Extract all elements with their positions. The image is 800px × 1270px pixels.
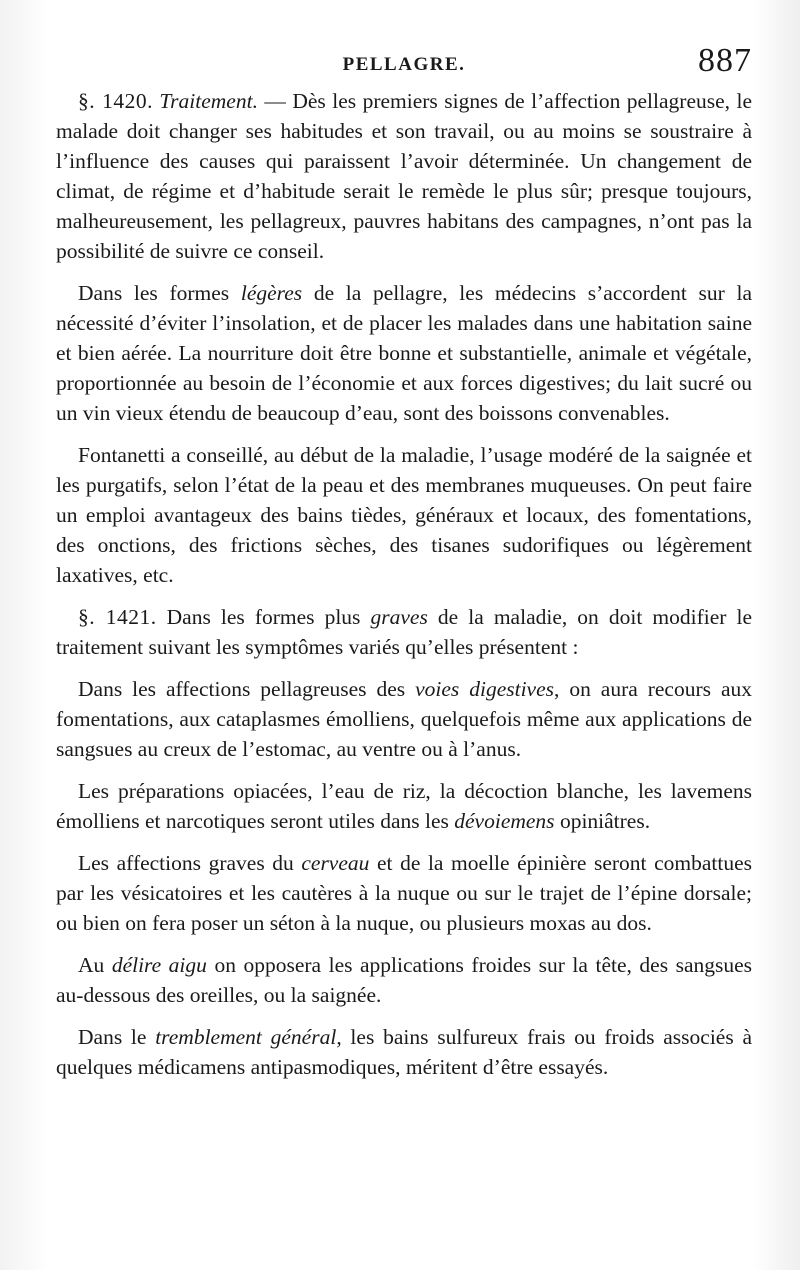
section-number: §. 1421. bbox=[78, 605, 157, 629]
paragraph-text: , les bains sulfureux frais ou froids associés à quelques médicamens antipasmodiques, méritent d’être essayés. bbox=[56, 1025, 753, 1079]
emphasis: tremblement général bbox=[155, 1025, 337, 1049]
paragraph-text: Les affections graves du bbox=[78, 851, 302, 875]
emphasis: cerveau bbox=[301, 851, 370, 875]
paragraph-tremor bbox=[56, 1022, 752, 1082]
paragraph-text: opiniâtres. bbox=[554, 809, 651, 833]
paragraph-text: Dans les affections pellagreuses des bbox=[78, 677, 416, 701]
paragraph-fontanetti bbox=[56, 440, 752, 590]
section-number: §. 1420. bbox=[78, 89, 153, 113]
paragraph-text: Dans les formes plus bbox=[156, 605, 371, 629]
paragraph-text: Dans le bbox=[78, 1025, 156, 1049]
emphasis: graves bbox=[370, 605, 428, 629]
paragraph-1420-treatment bbox=[56, 86, 752, 266]
paragraph-text: , on aura recours aux fomentations, aux cataplasmes émolliens, quelquefois même aux applications de sangsues au creux de l’estomac, au ventre ou à l’anus. bbox=[56, 677, 752, 761]
paragraph-text: Les préparations opiacées, l’eau de riz, la décoction blanche, les lavemens émolliens et narcotiques seront utiles dans les bbox=[56, 779, 752, 833]
section-title: Traitement. bbox=[159, 89, 258, 113]
running-head bbox=[56, 42, 752, 86]
body-text bbox=[56, 86, 752, 1082]
paragraph-text: — Dès les premiers signes de l’affection pellagreuse, le malade doit changer ses habitudes et son travail, ou au moins se soustraire à l’influence des causes qui paraissent l’avoir déterminée. Un changement de climat, de régime et d’habitude serait le remède le plus sûr; presque toujours, malheureusement, les pellagreux, pauvres habitans des campagnes, n’ont pas la possibilité de suivre ce conseil. bbox=[56, 89, 752, 263]
paragraph-light-forms bbox=[56, 278, 752, 428]
paragraph-opiates bbox=[56, 776, 752, 836]
emphasis: dévoiemens bbox=[454, 809, 555, 833]
paragraph-text: et de la moelle épinière seront combattues par les vésicatoires et les cautères à la nuque ou sur le trajet de l’épine dorsale; ou bien on fera poser un séton à la nuque, ou plusieurs moxas au dos. bbox=[56, 851, 752, 935]
paragraph-text: Dans les formes bbox=[78, 281, 241, 305]
emphasis: délire aigu bbox=[111, 953, 207, 977]
paragraph-delirium bbox=[56, 950, 752, 1010]
emphasis: voies digestives bbox=[415, 677, 555, 701]
paragraph-digestive bbox=[56, 674, 752, 764]
paragraph-text: on opposera les applications froides sur la tête, des sangsues au-dessous des oreilles, ou la saignée. bbox=[56, 953, 753, 1007]
paragraph-text: de la pellagre, les médecins s’accordent sur la nécessité d’éviter l’insolation, et de placer les malades dans une habitation saine et bien aérée. La nourriture doit être bonne et substantielle, animale et végétale, proportionnée au besoin de l’économie et aux forces digestives; du lait sucré ou un vin vieux étendu de beaucoup d’eau, sont des boissons convenables. bbox=[56, 281, 752, 425]
paragraph-brain bbox=[56, 848, 752, 938]
paragraph-text: Au bbox=[78, 953, 112, 977]
emphasis: légères bbox=[240, 281, 303, 305]
paragraph-text: de la maladie, on doit modifier le traitement suivant les symptômes variés qu’elles présentent : bbox=[56, 605, 752, 659]
paragraph-text: Fontanetti a conseillé, au début de la maladie, l’usage modéré de la saignée et les purgatifs, selon l’état de la peau et des membranes muqueuses. On peut faire un emploi avantageux des bains tièdes, généraux et locaux, des fomentations, des onctions, des frictions sèches, des tisanes sudorifiques ou légèrement laxatives, etc. bbox=[56, 443, 752, 587]
paragraph-1421-grave-forms bbox=[56, 602, 752, 662]
running-title: PELLAGRE. bbox=[342, 54, 466, 75]
page-number: 887 bbox=[698, 42, 752, 79]
